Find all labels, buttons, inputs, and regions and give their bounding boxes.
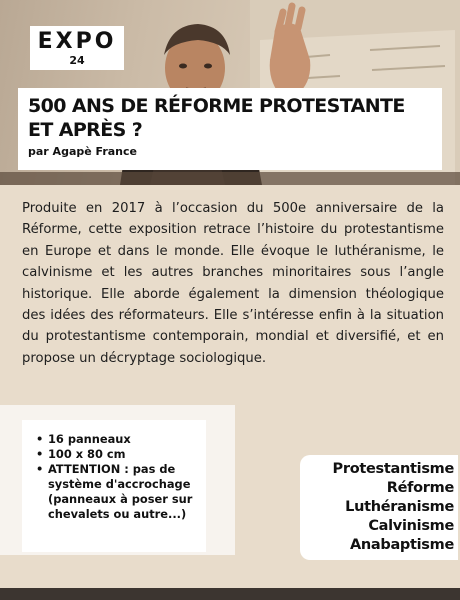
theme-item: Anabaptisme — [349, 537, 454, 553]
hero-banner — [0, 0, 460, 185]
title-box — [18, 88, 442, 170]
theme-item: Luthéranisme — [345, 499, 454, 515]
page-title: 500 ANS DE RÉFORME PROTESTANTE ET APRÈS ? — [28, 95, 405, 141]
theme-item: Protestantisme — [332, 461, 454, 477]
page-subtitle: par Agapè France — [28, 145, 137, 158]
feature-item: • 100 x 80 cm — [36, 447, 200, 462]
feature-item: • 16 panneaux — [36, 432, 200, 447]
description-paragraph: Produite en 2017 à l’occasion du 500e anniversaire de la Réforme, cette exposition retrace l’histoire du protestantisme en Europe et dans le monde. Elle évoque le luthéranisme, le calvinisme et les autres branches minoritaires sous l’angle historique. Elle aborde également la dimension théologique des idées des réformateurs. Elle s’intéresse enfin à la situation du protestantisme contemporain, mondial et diversifié, et en propose un décryptage sociologique. — [22, 201, 444, 366]
theme-item: Réforme — [386, 480, 454, 496]
themes-list — [333, 460, 454, 555]
expo-year: 24 — [69, 54, 85, 67]
features-list — [36, 432, 200, 522]
feature-item: • ATTENTION : pas de système d'accrochage (panneaux à poser sur chevalets ou autre...) — [36, 462, 200, 522]
features-card — [22, 420, 206, 552]
theme-item: Calvinisme — [368, 518, 454, 534]
expo-badge — [30, 26, 124, 70]
expo-label: EXPO — [37, 29, 117, 54]
footer-strip — [0, 588, 460, 600]
